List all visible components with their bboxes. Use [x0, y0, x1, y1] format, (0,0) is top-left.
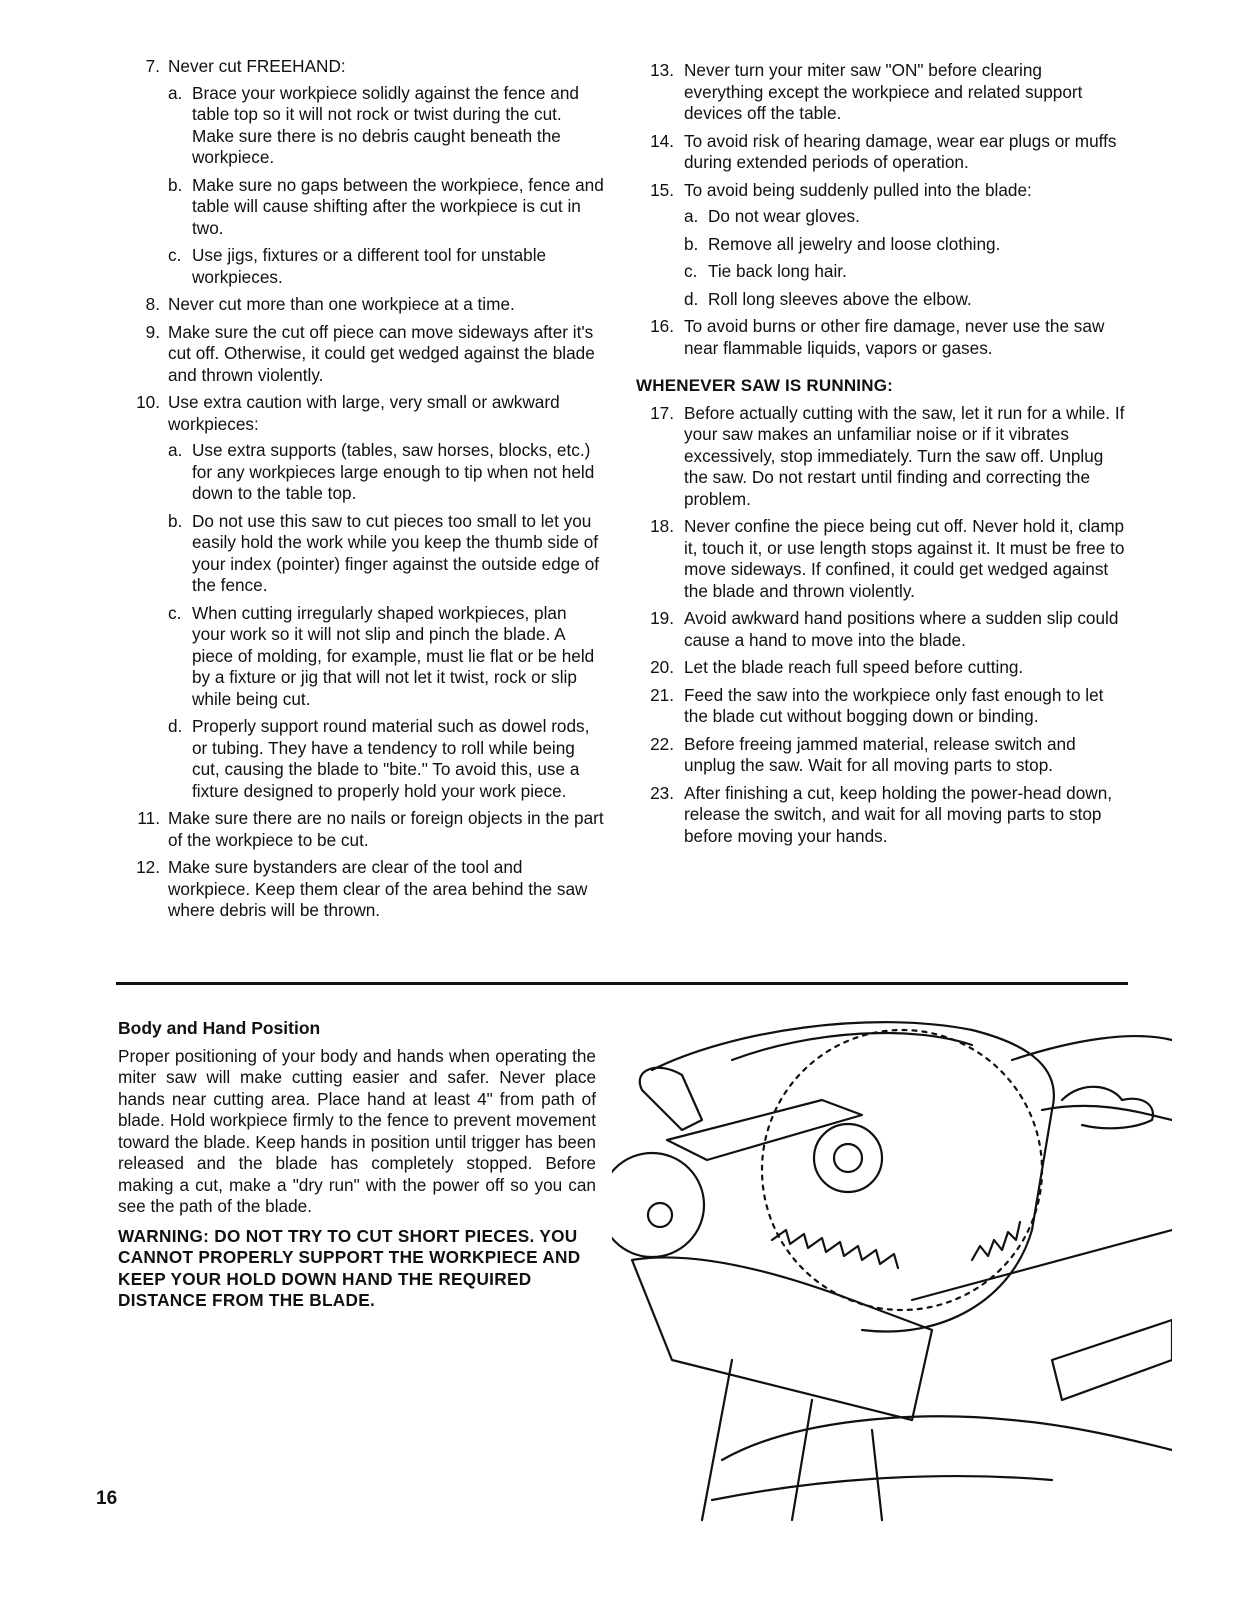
section-text: Proper positioning of your body and hands when operating the miter saw will make cutting easier and safer. Never place hands near cutting area. Place hand at least 4" from path of blade. Hold workpiece firmly to the fence to prevent movement toward the blade. Keep hands in position until trigger has been released and the blade has completely stopped. Before making a cut, make a "dry run" with the power off so you can see the path of the blade.	[118, 1045, 596, 1216]
item-text: Make sure there are no nails or foreign objects in the part of the workpiece to be cut.	[168, 808, 604, 850]
sub-item-letter: a.	[684, 206, 699, 226]
sub-item	[168, 83, 604, 169]
item-text: To avoid burns or other fire damage, never use the saw near flammable liquids, vapors or gases.	[684, 316, 1105, 358]
sub-item-text: Brace your workpiece solidly against the fence and table top so it will not rock or twist during the cut. Make sure there is no debris caught beneath the workpiece.	[192, 82, 579, 167]
item-text: Before actually cutting with the saw, let it run for a while. If your saw makes an unfamiliar noise or if it vibrates excessively, stop immediately. Turn the saw off. Unplug the saw. Do not restart until finding and correcting the problem.	[684, 402, 1125, 509]
sub-item-text: Properly support round material such as dowel rods, or tubing. They have a tendency to roll while being cut, causing the blade to "bite." To avoid this, use a fixture designed to properly hold your work piece.	[192, 716, 590, 801]
list-item	[118, 857, 604, 922]
running-heading: WHENEVER SAW IS RUNNING:	[636, 376, 893, 395]
item-text: Avoid awkward hand positions where a sudden slip could cause a hand to move into the blade.	[684, 608, 1119, 650]
sub-item-text: Make sure no gaps between the workpiece, fence and table will cause shifting after the workpiece is cut in two.	[192, 174, 604, 238]
item-number: 19.	[650, 608, 674, 628]
left-arm	[712, 1416, 1172, 1500]
item-text: Never cut FREEHAND:	[168, 56, 346, 76]
sub-item-letter: b.	[684, 233, 699, 254]
item-number: 11.	[137, 808, 160, 828]
item-number: 20.	[650, 657, 674, 677]
sub-item-letter: c.	[684, 261, 698, 281]
list-item	[636, 60, 1126, 125]
list-item	[636, 734, 1126, 777]
sub-item-text: Remove all jewelry and loose clothing.	[708, 233, 1001, 254]
fence-line	[912, 1230, 1172, 1300]
list-item	[636, 403, 1126, 511]
right-column	[636, 60, 1126, 853]
workpiece	[1052, 1320, 1172, 1400]
arbor-outer	[814, 1124, 882, 1192]
right-arm	[1012, 1036, 1172, 1120]
item-number: 15.	[650, 179, 674, 200]
sub-item-text: Use jigs, fixtures or a different tool for unstable workpieces.	[192, 245, 547, 287]
item-text: Never turn your miter saw "ON" before clearing everything except the workpiece and related support devices off the table.	[684, 60, 1083, 123]
list-item	[118, 808, 604, 851]
sub-item	[684, 206, 1126, 228]
sub-item	[168, 716, 604, 802]
saw-blade	[762, 1030, 1042, 1310]
sub-item-text: When cutting irregularly shaped workpieces, plan your work so it will not slip and pinch the blade. A piece of molding, for example, must lie flat or be held by a fixture or jig that will not let it twist, rock or slip while being cut.	[192, 602, 595, 709]
body-hand-position-section	[118, 1018, 596, 1312]
item-text: To avoid risk of hearing damage, wear ear plugs or muffs during extended periods of operation.	[684, 130, 1117, 172]
right-list-b	[636, 403, 1126, 848]
list-item	[636, 783, 1126, 848]
motor-housing	[640, 1068, 702, 1130]
item-number: 21.	[650, 684, 674, 705]
list-item	[636, 608, 1126, 651]
sub-item-text: Tie back long hair.	[708, 261, 847, 281]
right-list-a	[636, 60, 1126, 359]
sub-item-letter: a.	[168, 440, 183, 460]
miter-saw-illustration	[612, 1000, 1172, 1525]
item-number: 13.	[650, 60, 674, 80]
item-text: To avoid being suddenly pulled into the blade:	[684, 179, 1032, 200]
motor-bolt	[648, 1203, 672, 1227]
item-number: 22.	[650, 733, 674, 754]
item-number: 9.	[145, 321, 160, 342]
sub-item	[168, 175, 604, 240]
sub-item	[168, 511, 604, 597]
sub-item-text: Use extra supports (tables, saw horses, blocks, etc.) for any workpieces large enough to tip when not held down to the table top.	[192, 440, 595, 503]
item-number: 10.	[136, 392, 160, 412]
sub-item-text: Do not wear gloves.	[708, 206, 860, 226]
item-text: Feed the saw into the workpiece only fast enough to let the blade cut without bogging down or binding.	[684, 684, 1104, 726]
item-number: 12.	[136, 857, 160, 877]
blade-teeth	[772, 1230, 898, 1268]
item-number: 8.	[145, 294, 160, 314]
sub-item-letter: b.	[168, 174, 183, 195]
item-number: 18.	[650, 516, 674, 536]
blade-guard-outline	[652, 1022, 1054, 1331]
list-item	[118, 322, 604, 387]
section-title: Body and Hand Position	[118, 1018, 321, 1038]
sub-item	[684, 261, 1126, 283]
sub-item-letter: d.	[168, 716, 183, 736]
item-text: Never cut more than one workpiece at a time.	[168, 294, 515, 314]
list-item	[118, 56, 604, 288]
list-item	[636, 180, 1126, 311]
sub-item	[168, 603, 604, 711]
item-text: Let the blade reach full speed before cutting.	[684, 657, 1024, 677]
item-number: 7.	[145, 56, 160, 76]
arbor-inner	[834, 1144, 862, 1172]
blade-guard-inner	[732, 1033, 972, 1060]
warning-text: WARNING: DO NOT TRY TO CUT SHORT PIECES. YOU CANNOT PROPERLY SUPPORT THE WORKPIECE AND KEEP YOUR HOLD DOWN HAND THE REQUIRED DISTANCE FROM THE BLADE.	[118, 1225, 581, 1310]
item-number: 23.	[650, 782, 674, 803]
page-number: 16	[96, 1488, 118, 1509]
sub-item-letter: d.	[684, 288, 699, 309]
item-text: Never confine the piece being cut off. Never hold it, clamp it, touch it, or use length stops against it. It must be free to move sideways. If confined, it could get wedged against the blade and thrown violently.	[684, 516, 1125, 601]
list-item	[118, 294, 604, 316]
sub-item-letter: c.	[168, 245, 182, 265]
item-text: Before freeing jammed material, release switch and unplug the saw. Wait for all moving parts to stop.	[684, 733, 1076, 775]
item-number: 16.	[650, 316, 674, 336]
sub-item-letter: c.	[168, 602, 182, 623]
list-item	[636, 685, 1126, 728]
sub-item	[168, 245, 604, 288]
sub-item-letter: a.	[168, 82, 183, 103]
item-text: Make sure bystanders are clear of the tool and workpiece. Keep them clear of the area behind the saw where debris will be thrown.	[168, 857, 588, 920]
item-text: Use extra caution with large, very small or awkward workpieces:	[168, 392, 560, 434]
saw-base	[632, 1257, 932, 1420]
left-column	[118, 56, 604, 928]
motor-end-cap	[612, 1153, 704, 1257]
item-number: 14.	[650, 130, 674, 151]
sub-item-text: Roll long sleeves above the elbow.	[708, 288, 972, 309]
list-item	[636, 316, 1126, 359]
list-item	[636, 657, 1126, 679]
item-number: 17.	[650, 402, 674, 423]
sub-item	[168, 440, 604, 505]
sub-item-letter: b.	[168, 510, 183, 531]
list-item	[636, 131, 1126, 174]
item-text: Make sure the cut off piece can move sideways after it's cut off. Otherwise, it could get wedged against the blade and thrown violently.	[168, 321, 595, 385]
list-item	[636, 516, 1126, 602]
item-text: After finishing a cut, keep holding the power-head down, release the switch, and wait for all moving parts to stop before moving your hands.	[684, 782, 1113, 846]
sub-item	[684, 234, 1126, 256]
list-item	[118, 392, 604, 802]
sub-item-text: Do not use this saw to cut pieces too small to let you easily hold the work while you keep the thumb side of your index (pointer) finger against the outside edge of the fence.	[192, 510, 600, 595]
sub-item	[684, 289, 1126, 311]
section-divider	[116, 982, 1128, 985]
